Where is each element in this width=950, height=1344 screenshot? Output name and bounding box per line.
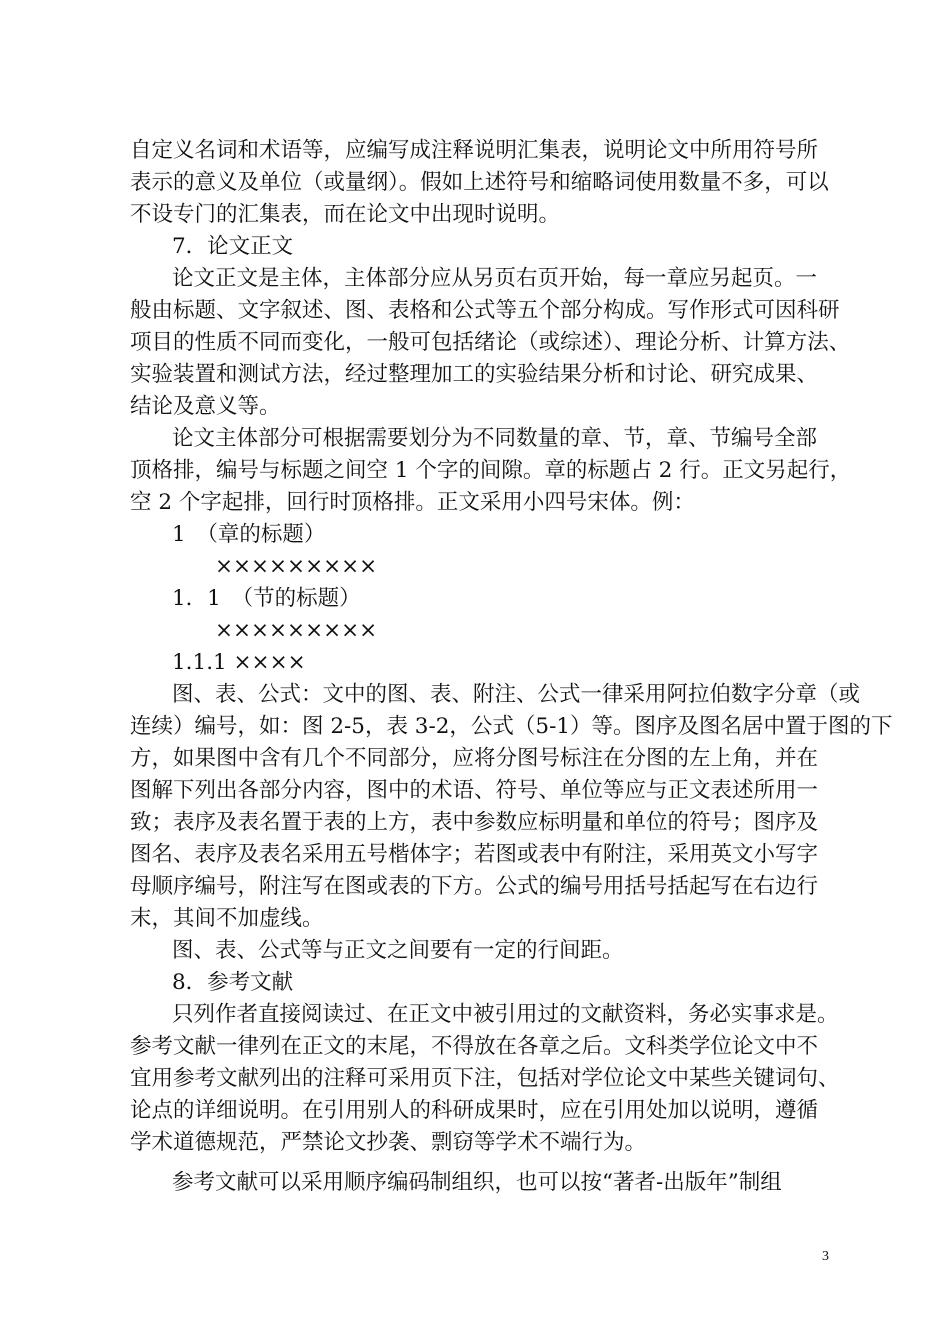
text-line: 自定义名词和术语等，应编写成注释说明汇集表，说明论文中所用符号所 bbox=[130, 138, 819, 163]
example-subsection: 1.1.1 ×××× bbox=[172, 650, 306, 675]
text-line: 致；表序及表名置于表的上方，表中参数应标明量和单位的符号；图序及 bbox=[130, 810, 819, 835]
text-line: 图、表、公式：文中的图、表、附注、公式一律采用阿拉伯数字分章（或 bbox=[172, 682, 861, 707]
text-line: 末，其间不加虚线。 bbox=[130, 906, 324, 931]
text-line: 图、表、公式等与正文之间要有一定的行间距。 bbox=[172, 938, 624, 963]
text-line: 实验装置和测试方法，经过整理加工的实验结果分析和讨论、研究成果、 bbox=[130, 362, 819, 387]
text-line: 论文正文是主体，主体部分应从另页右页开始，每一章应另起页。一 bbox=[172, 266, 818, 291]
text-line: 图解下列出各部分内容，图中的术语、符号、单位等应与正文表述所用一 bbox=[130, 778, 819, 803]
page-number: 3 bbox=[822, 1249, 829, 1264]
example-section: 1．1 （节的标题） bbox=[172, 586, 361, 611]
example-chapter: 1 （章的标题） bbox=[172, 522, 326, 547]
text-line: 母顺序编号，附注写在图或表的下方。公式的编号用括号括起写在右边行 bbox=[130, 874, 819, 899]
text-line: 只列作者直接阅读过、在正文中被引用过的文献资料，务必实事求是。 bbox=[172, 1002, 839, 1027]
text-line: 宜用参考文献列出的注释可采用页下注，包括对学位论文中某些关键词句、 bbox=[130, 1066, 840, 1091]
section-heading: 8．参考文献 bbox=[172, 970, 294, 995]
text-line: 般由标题、文字叙述、图、表格和公式等五个部分构成。写作形式可因科研 bbox=[130, 298, 840, 323]
text-line: 顶格排，编号与标题之间空 1 个字的间隙。章的标题占 2 行。正文另起行， bbox=[130, 458, 852, 483]
example-placeholder: ××××××××× bbox=[215, 618, 378, 643]
text-line: 论文主体部分可根据需要划分为不同数量的章、节，章、节编号全部 bbox=[172, 426, 818, 451]
text-line: 连续）编号，如：图 2-5，表 3-2，公式（5-1）等。图序及图名居中置于图的下 bbox=[130, 714, 893, 739]
text-line: 表示的意义及单位（或量纲）。假如上述符号和缩略词使用数量不多，可以 bbox=[130, 170, 829, 195]
text-line: 结论及意义等。 bbox=[130, 394, 281, 419]
text-line: 不设专门的汇集表，而在论文中出现时说明。 bbox=[130, 202, 561, 227]
text-line: 论点的详细说明。在引用别人的科研成果时，应在引用处加以说明，遵循 bbox=[130, 1098, 819, 1123]
text-line: 方，如果图中含有几个不同部分，应将分图号标注在分图的左上角，并在 bbox=[130, 746, 819, 771]
text-line: 图名、表序及表名采用五号楷体字；若图或表中有附注，采用英文小写字 bbox=[130, 842, 819, 867]
section-heading: 7．论文正文 bbox=[172, 234, 294, 259]
text-line: 空 2 个字起排，回行时顶格排。正文采用小四号宋体。例： bbox=[130, 490, 695, 515]
example-placeholder: ××××××××× bbox=[215, 554, 378, 579]
text-line: 学术道德规范，严禁论文抄袭、剽窃等学术不端行为。 bbox=[130, 1130, 647, 1155]
text-line: 参考文献可以采用顺序编码制组织，也可以按“著者-出版年”制组 bbox=[172, 1170, 782, 1195]
text-line: 项目的性质不同而变化，一般可包括绪论（或综述）、理论分析、计算方法、 bbox=[130, 330, 851, 355]
text-line: 参考文献一律列在正文的末尾，不得放在各章之后。文科类学位论文中不 bbox=[130, 1034, 819, 1059]
